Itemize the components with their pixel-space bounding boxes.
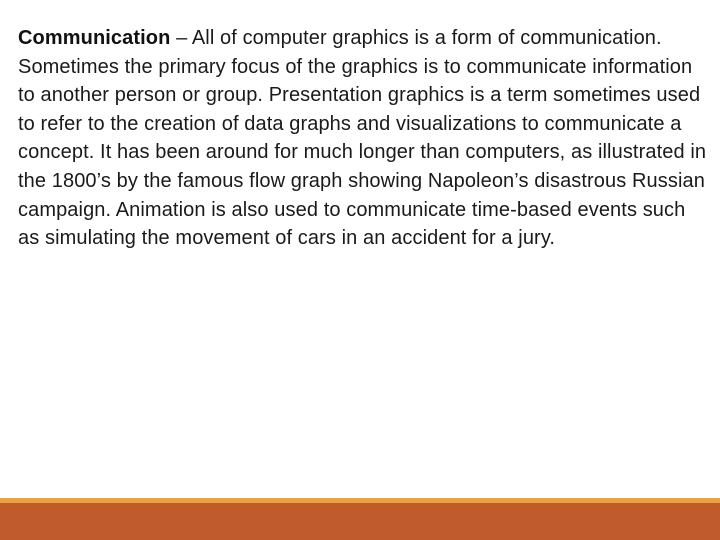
term-separator: – — [170, 27, 192, 49]
slide-body-text — [18, 24, 708, 253]
footer-bar — [0, 503, 720, 540]
slide-description: All of computer graphics is a form of communication. Sometimes the primary focus of the graphics is to communicate information to another person or group. Presentation graphics is a term sometimes used to refer to the creation of data graphs and visualizations to communicate a concept. It has been around for much longer than computers, as illustrated in the 1800’s by the famous flow graph showing Napoleon’s disastrous Russian campaign. Animation is also used to communicate time-based events such as simulating the movement of cars in an accident for a jury. — [18, 27, 707, 250]
slide-term: Communication — [18, 27, 171, 49]
